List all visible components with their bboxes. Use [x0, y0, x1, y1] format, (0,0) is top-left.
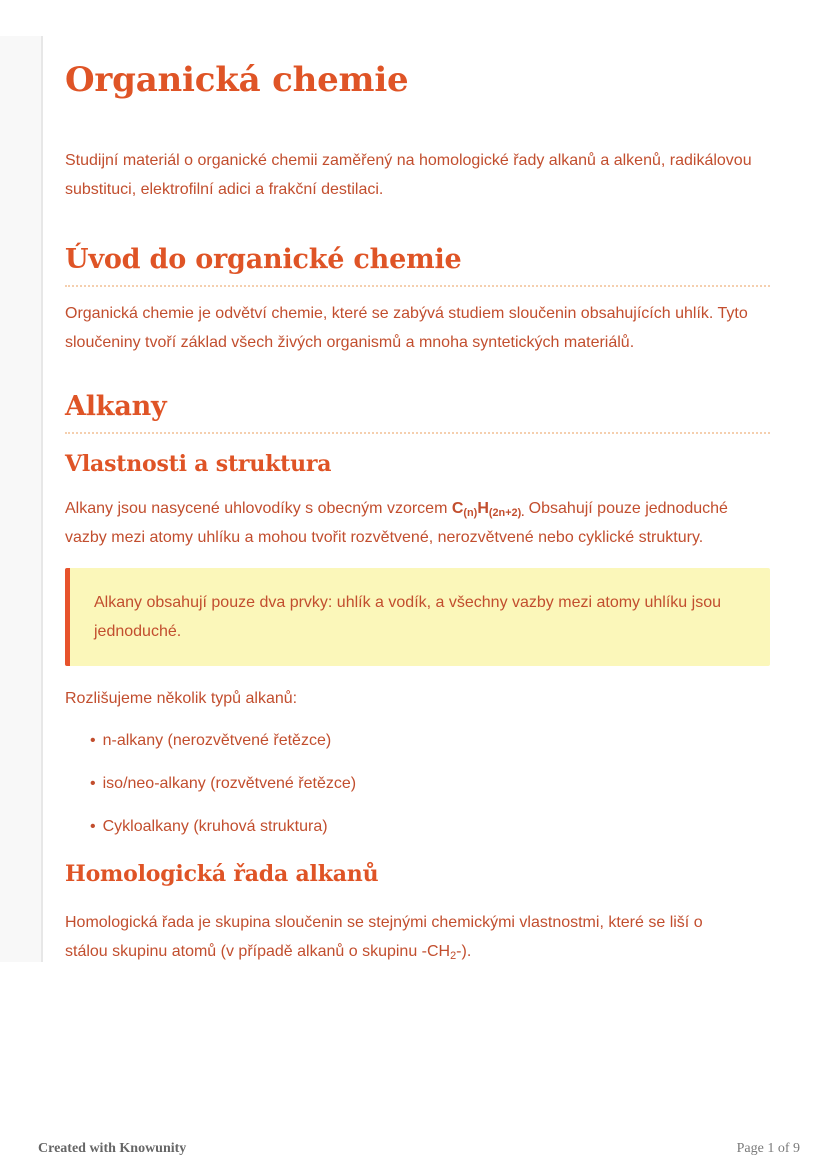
vlastnosti-text-pre: Alkany jsou nasycené uhlovodíky s obecným vzorcem: [65, 500, 452, 517]
ch2-subscript: 2: [450, 950, 457, 963]
alkane-formula: $C_{(n)}H_{(2n+2).}$: [451, 500, 525, 520]
subsection-heading-homologicka: Homologická řada alkanů: [65, 861, 379, 887]
homologicka-text-post: -).: [456, 943, 472, 960]
page-footer: [38, 1141, 800, 1157]
highlight-callout-box: [65, 568, 770, 666]
section-heading-alkany: Alkany: [65, 390, 770, 434]
list-item: [90, 769, 770, 798]
subsection-heading-vlastnosti: Vlastnosti a struktura: [65, 451, 332, 477]
section-heading-uvod: Úvod do organické chemie: [65, 243, 770, 287]
vlastnosti-paragraph: [65, 494, 745, 552]
page-number-indicator: Page 1 of 9: [736, 1141, 800, 1156]
homologicka-paragraph: [65, 908, 745, 966]
bullet-icon: •: [90, 818, 96, 835]
document-title: Organická chemie: [65, 60, 409, 100]
intro-paragraph: Studijní materiál o organické chemii zaměřený na homologické řady alkanů a alkenů, radikálovou substituci, elektrofilní adici a frakční destilaci.: [65, 152, 752, 198]
list-item-text: n-alkany (nerozvětvené řetězce): [102, 732, 332, 749]
callout-text: Alkany obsahují pouze dva prvky: uhlík a vodík, a všechny vazby mezi atomy uhlíku jsou jednoduché.: [94, 594, 721, 640]
list-item-text: iso/neo-alkany (rozvětvené řetězce): [102, 775, 357, 792]
bullet-icon: •: [90, 775, 96, 792]
list-intro-paragraph: Rozlišujeme několik typů alkanů:: [65, 690, 298, 707]
footer-brand-text: Created with Knowunity: [38, 1141, 187, 1156]
uvod-paragraph: Organická chemie je odvětví chemie, které se zabývá studiem sloučenin obsahujících uhlík. Tyto sloučeniny tvoří základ všech živých organismů a mnoha syntetických materiálů.: [65, 305, 748, 351]
bullet-icon: •: [90, 732, 96, 749]
list-item: [90, 812, 770, 841]
vlastnosti-text-post: Obsahují pouze jednoduché vazby mezi atomy uhlíku a mohou tvořit rozvětvené, nerozvětvené nebo cyklické struktury.: [65, 500, 728, 546]
list-item: [90, 726, 770, 755]
alkane-types-list: [65, 726, 770, 841]
homologicka-text-pre: Homologická řada je skupina sloučenin se stejnými chemickými vlastnostmi, které se liší o stálou skupinu atomů (v případě alkanů o skupinu -CH: [65, 914, 703, 960]
list-item-text: Cykloalkany (kruhová struktura): [102, 818, 328, 835]
